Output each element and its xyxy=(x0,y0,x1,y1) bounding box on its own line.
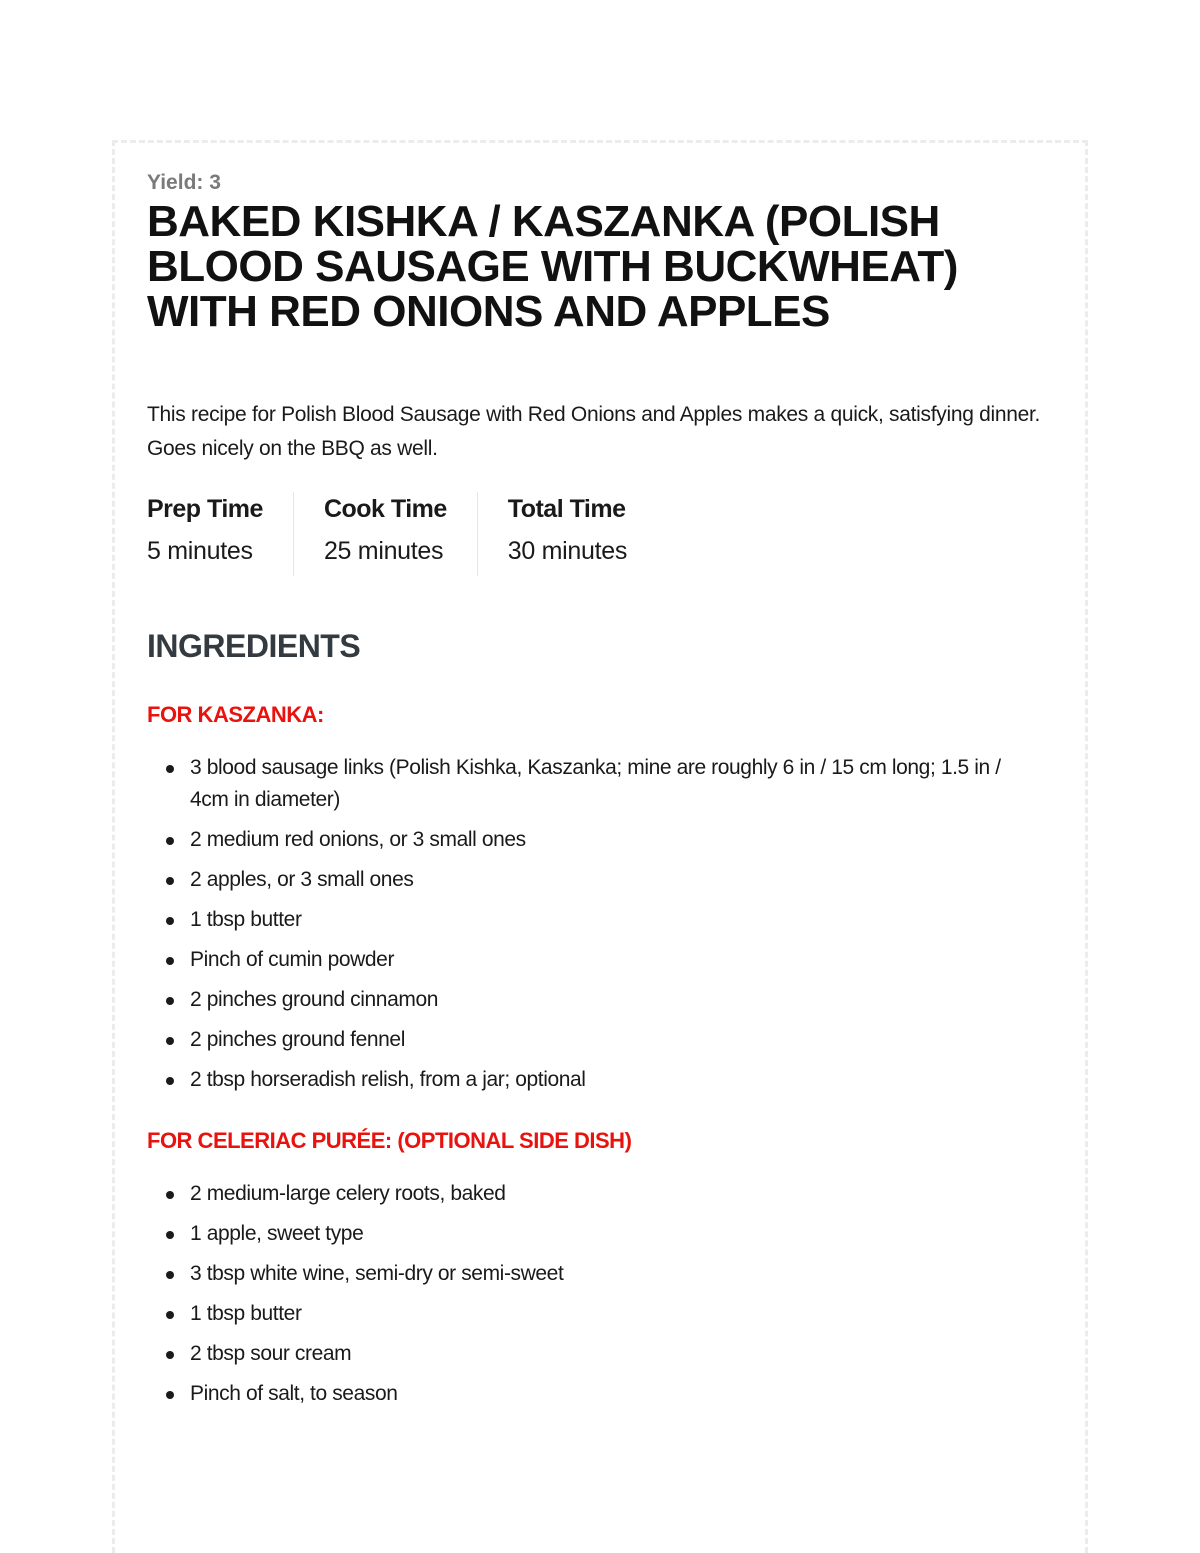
ingredient-list-celeriac xyxy=(147,1178,1047,1410)
ingredient-text: 2 pinches ground cinnamon xyxy=(190,988,439,1011)
prep-time-value: 5 minutes xyxy=(147,537,253,565)
list-item xyxy=(147,824,1030,856)
list-item xyxy=(147,752,1030,816)
ingredient-text: 1 tbsp butter xyxy=(190,1302,302,1325)
list-item xyxy=(147,1178,1030,1210)
ingredient-text: 2 pinches ground fennel xyxy=(190,1028,405,1051)
ingredient-list-kaszanka xyxy=(147,752,1047,1096)
prep-time-label: Prep Time xyxy=(147,495,263,523)
bullet-icon xyxy=(166,765,174,773)
ingredient-text: 2 medium red onions, or 3 small ones xyxy=(190,828,526,851)
list-item xyxy=(147,904,1030,936)
list-item xyxy=(147,944,1030,976)
ingredient-text: 1 apple, sweet type xyxy=(190,1222,364,1245)
bullet-icon xyxy=(166,837,174,845)
bullet-icon xyxy=(166,1037,174,1045)
ingredient-group-heading-kaszanka: FOR KASZANKA: xyxy=(147,702,324,727)
bullet-icon xyxy=(166,957,174,965)
ingredient-text: 1 tbsp butter xyxy=(190,908,302,931)
ingredient-text: 2 tbsp sour cream xyxy=(190,1342,352,1365)
cook-time-label: Cook Time xyxy=(323,495,447,523)
recipe-times xyxy=(147,492,1047,576)
bullet-icon xyxy=(166,1391,174,1399)
bullet-icon xyxy=(166,1191,174,1199)
list-item xyxy=(147,1338,1030,1370)
recipe-card-content xyxy=(147,169,1047,1418)
bullet-icon xyxy=(166,877,174,885)
list-item xyxy=(147,1378,1030,1410)
ingredient-text: 2 medium-large celery roots, baked xyxy=(190,1182,506,1205)
bullet-icon xyxy=(166,1271,174,1279)
ingredient-text: 2 tbsp horseradish relish, from a jar; optional xyxy=(190,1068,586,1091)
ingredient-text: 3 tbsp white wine, semi-dry or semi-sweet xyxy=(190,1262,564,1285)
list-item xyxy=(147,1218,1030,1250)
total-time-label: Total Time xyxy=(507,495,626,523)
cook-time-value: 25 minutes xyxy=(323,537,444,565)
bullet-icon xyxy=(166,1077,174,1085)
total-time-value: 30 minutes xyxy=(507,537,628,565)
list-item xyxy=(147,1258,1030,1290)
bullet-icon xyxy=(166,917,174,925)
recipe-yield: Yield: 3 xyxy=(147,171,221,194)
bullet-icon xyxy=(166,1351,174,1359)
list-item xyxy=(147,1024,1030,1056)
list-item xyxy=(147,984,1030,1016)
bullet-icon xyxy=(166,1311,174,1319)
list-item xyxy=(147,864,1030,896)
ingredients-heading: INGREDIENTS xyxy=(147,628,361,664)
ingredient-text: 2 apples, or 3 small ones xyxy=(190,868,414,891)
ingredient-text: Pinch of cumin powder xyxy=(190,948,395,971)
recipe-card xyxy=(112,140,1088,1553)
recipe-summary: This recipe for Polish Blood Sausage with Red Onions and Apples makes a quick, satisfying dinner. Goes nicely on the BBQ as well. xyxy=(147,403,1041,460)
recipe-title: BAKED KISHKA / KASZANKA (POLISH BLOOD SAUSAGE WITH BUCKWHEAT) WITH RED ONIONS AND APPLES xyxy=(147,197,958,336)
cook-time xyxy=(293,492,477,576)
bullet-icon xyxy=(166,997,174,1005)
list-item xyxy=(147,1064,1030,1096)
ingredient-text: 3 blood sausage links (Polish Kishka, Kaszanka; mine are roughly 6 in / 15 cm long; 1.5 in / 4cm in diameter) xyxy=(190,756,1001,811)
bullet-icon xyxy=(166,1231,174,1239)
ingredient-group-heading-celeriac: FOR CELERIAC PURÉE: (OPTIONAL SIDE DISH) xyxy=(147,1128,632,1153)
list-item xyxy=(147,1298,1030,1330)
prep-time xyxy=(147,492,293,576)
ingredient-text: Pinch of salt, to season xyxy=(190,1382,398,1405)
total-time xyxy=(477,492,657,576)
